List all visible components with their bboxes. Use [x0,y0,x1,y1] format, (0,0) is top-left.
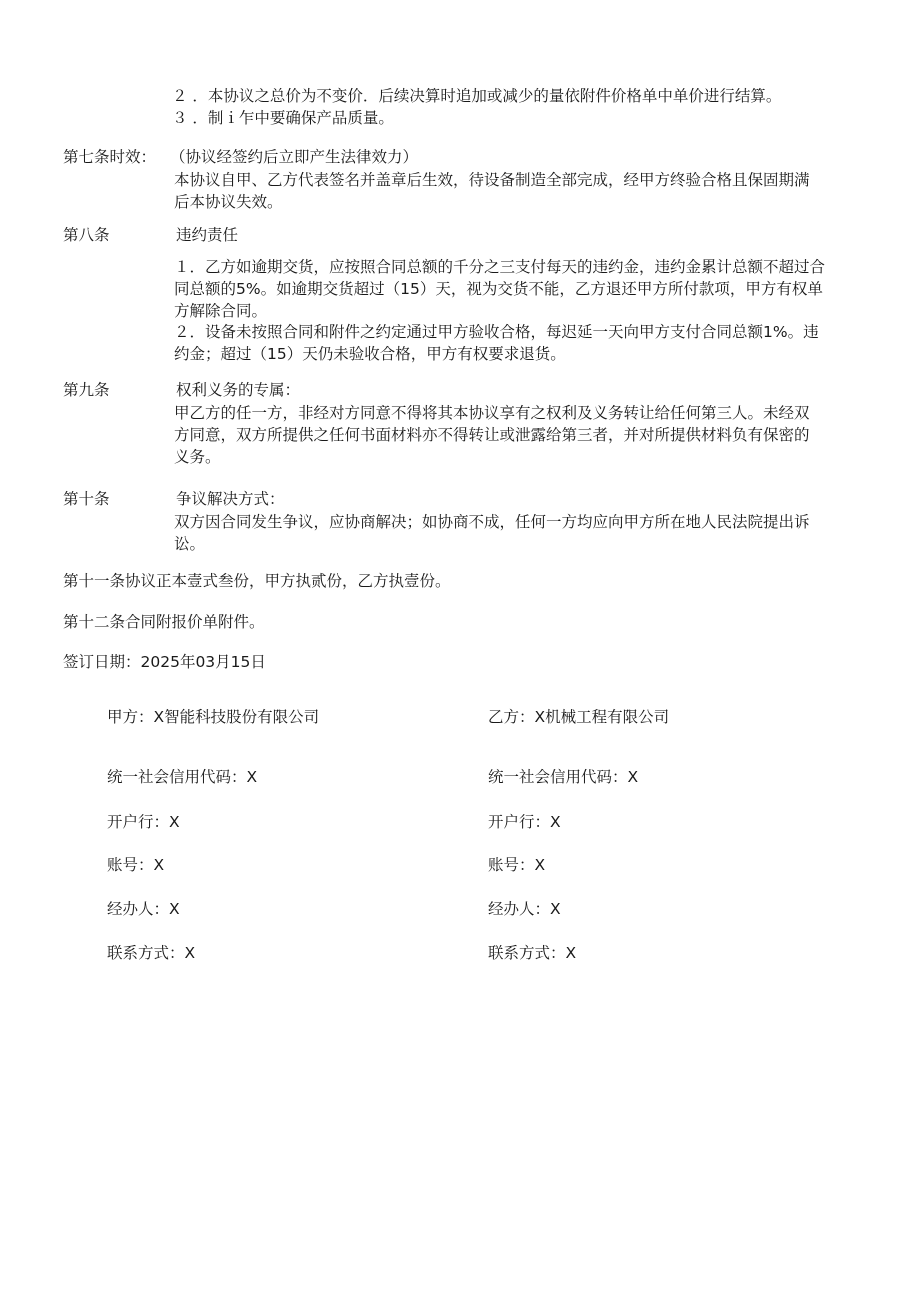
article-7-line: 本协议自甲、乙方代表签名并盖章后生效，待设备制造全部完成，经甲方终验合格且保固期满 [174,171,810,189]
article-9-label: 第九条 [63,381,110,399]
party-b-credit-code: 统一社会信用代码：X [488,768,639,786]
article-7-label: 第七条时效： [63,148,157,166]
party-b-agent: 经办人：X [488,900,561,918]
article-8-line: ２．设备未按照合同和附件之约定通过甲方验收合格，每迟延一天向甲方支付合同总额1%。违 [174,323,819,341]
article-8-label: 第八条 [63,226,110,244]
article-9-line: 方同意，双方所提供之任何书面材料亦不得转让或泄露给第三者，并对所提供材料负有保密的 [174,426,810,444]
article-8-heading: 违约责任 [176,226,239,244]
article-10-heading: 争议解决方式： [176,490,285,508]
article-8-line: １．乙方如逾期交货，应按照合同总额的千分之三支付每天的违约金，违约金累计总额不超过合 [174,258,826,276]
article-9-heading: 权利义务的专属： [176,381,301,399]
article-8-line: 约金；超过（15）天仍未验收合格，甲方有权要求退货。 [174,345,566,363]
article-11: 第十一条协议正本壹式叁份，甲方执贰份，乙方执壹份。 [63,572,451,590]
party-b-contact: 联系方式：X [488,944,577,962]
clause-item-2: ２ ．本协议之总价为不变价．后续决算时追加或减少的量依附件价格单中单价进行结算。 [172,87,782,105]
article-9-line: 义务。 [174,448,221,466]
party-a-account: 账号：X [107,856,165,874]
article-10-line: 讼。 [174,535,206,553]
party-a-credit-code: 统一社会信用代码：X [107,768,258,786]
article-7-line: 后本协议失效。 [174,193,283,211]
article-8-line: 同总额的5%。如逾期交货超过（15）天，视为交货不能，乙方退还甲方所付款项，甲方有权单 [174,280,823,298]
article-10-label: 第十条 [63,490,110,508]
party-a-bank: 开户行：X [107,813,180,831]
party-a-agent: 经办人：X [107,900,180,918]
party-a-name: 甲方：X智能科技股份有限公司 [107,708,320,726]
clause-item-3: ３ ．制ｉ乍中要确保产品质量。 [172,109,394,127]
article-10-line: 双方因合同发生争议，应协商解决；如协商不成，任何一方均应向甲方所在地人民法院提出诉 [174,513,810,531]
party-a-contact: 联系方式：X [107,944,196,962]
party-b-account: 账号：X [488,856,546,874]
article-8-line: 方解除合同。 [174,302,268,320]
party-b-name: 乙方：X机械工程有限公司 [488,708,670,726]
article-9-line: 甲乙方的任一方，非经对方同意不得将其本协议享有之权利及义务转让给任何第三人。未经双 [174,404,810,422]
sign-date: 签订日期：2025年03月15日 [63,653,266,671]
article-12: 第十二条合同附报价单附件。 [63,613,265,631]
party-b-bank: 开户行：X [488,813,561,831]
article-7-heading: （协议经签约后立即产生法律效力） [170,148,419,166]
